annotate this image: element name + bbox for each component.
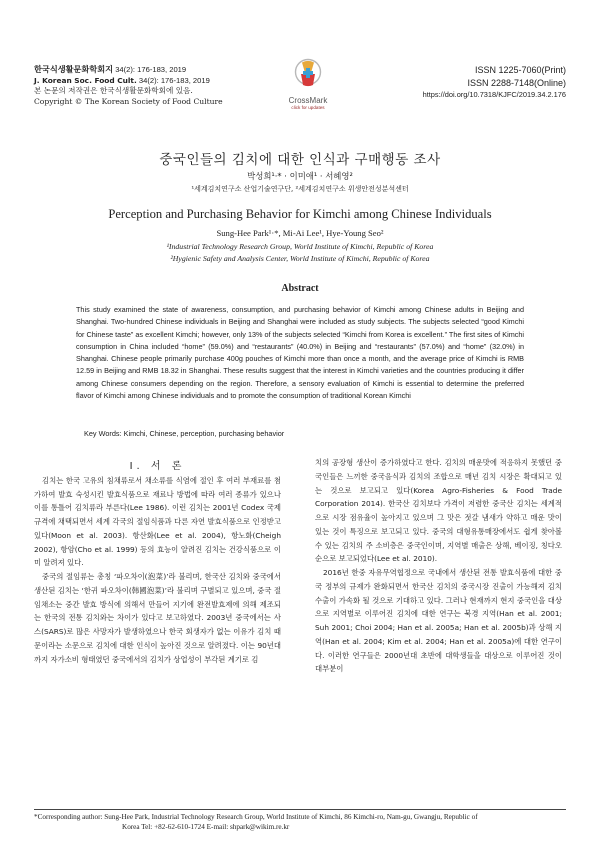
authors-english: Sung-Hee Park¹·*, Mi-Ai Lee¹, Hye-Young Seo² <box>216 228 384 238</box>
issn-print: ISSN 1225-7060(Print) <box>474 65 566 75</box>
footnote-line-1: *Corresponding author: Sung-Hee Park, Industrial Technology Research Group, World Institute of Kimchi, 86 Kimchi-ro, Nam-gu, Gwangju, Republic of <box>34 813 478 821</box>
journal-name-ko: 한국식생활문화학회지 <box>34 64 114 74</box>
crossmark-badge[interactable] <box>282 58 334 111</box>
issn-block <box>423 64 566 100</box>
title-korean: 중국인들의 김치에 대한 인식과 구매행동 조사 <box>159 152 441 168</box>
body-column-right <box>315 456 562 676</box>
affiliation-english-1: ¹Industrial Technology Research Group, World Institute of Kimchi, Republic of Korea <box>166 242 434 251</box>
crossmark-icon <box>293 58 323 92</box>
journal-header <box>34 64 223 107</box>
keywords: Key Words: Kimchi, Chinese, perception, purchasing behavior <box>84 429 285 438</box>
journal-name-en: J. Korean Soc. Food Cult. <box>34 75 137 85</box>
section-heading-introduction: I. 서 론 <box>129 461 186 472</box>
issn-online: ISSN 2288-7148(Online) <box>467 78 566 88</box>
abstract-text: This study examined the state of awareness, consumption, and purchasing behavior of Kimchi among Chinese adults in Beijing and Shanghai. Two-hundred Chinese individuals in Beijing and Shanghai were included as study subjects. The subjects selected “good Kimchi for Chinese taste” as excellent Kimchi; however, only 13% of the subjects selected “Kimchi from Korea is excellent.” The first sites of Kimchi consumption in China included “home” (59.0%) and “restaurants” (40.0%) in Beijing and “restaurants” (57.0%) and “home” (32.0%) in Shanghai. Chinese people primarily purchase 400g pouches of Kimchi more than once a month, and the average price of Kimchi is RMB 12.59 in Beijing and RMB 18.32 in Shanghai. These results suggest that the interest in Kimchi varieties and the countries producing it differ among Chinese consumers depending on the region. Therefore, a sensory evaluation of Kimchi is essential to determine the preferred flavor of Kimchi among Chinese individuals and to promote the consumption of traditional Korean Kimchi <box>76 305 524 400</box>
footnote-divider <box>34 809 566 810</box>
paragraph: 김치는 한국 고유의 침채류로서 채소류를 식염에 절인 후 여러 부재료를 첨가하여 발효 숙성시킨 발효식품으로 재료나 방법에 따라 여러 종류가 있으나 이를 통틀어 김치류라 부른다(Lee 1986). 이런 김치는 2001년 Codex 국제 규격에 채택되면서 세계 각국의 절임식품과 다른 자연 발효식품으로 인정받고 있다(Moon et al. 2003). 항산화(Lee et al. 2004), 항노화(Cheigh 2002), 항암(Cho et al. 1999) 등의 효능이 알려진 김치는 건강식품으로 이미 알려져 있다. <box>34 475 281 568</box>
body-column-left <box>34 460 281 666</box>
affiliation-english-2: ²Hygienic Safety and Analysis Center, World Institute of Kimchi, Republic of Korea <box>170 254 430 263</box>
copyright-note-ko: 본 논문의 저작권은 한국식생활문화학회에 있음. <box>34 86 193 96</box>
title-english: Perception and Purchasing Behavior for Kimchi among Chinese Individuals <box>108 207 492 221</box>
corresponding-author-footnote <box>34 812 566 832</box>
copyright-line: Copyright © The Korean Society of Food Culture <box>34 96 223 106</box>
journal-volume-en: 34(2): 176-183, 2019 <box>136 75 210 85</box>
journal-volume-ko: 34(2): 176-183, 2019 <box>113 65 187 74</box>
affiliations-korean: ¹세계김치연구소 산업기술연구단, ²세계김치연구소 위생안전성분석센터 <box>191 185 409 193</box>
crossmark-sub: click for updates <box>291 105 325 110</box>
paragraph: 치의 공장형 생산이 증가하였다고 한다. 김치의 매운맛에 적응하지 못했던 중국인들은 느끼한 중국음식과 김치의 조합으로 매년 김치 시장은 확대되고 있는 것으로 보고되고 있다(Korea Agro-Fisheries & Food Trade Corporation 2014). 한국산 김치보다 가격이 저렴한 중국산 김치는 세계적으로 시장 점유율이 높아지고 있으며 그 맛은 젓갈 냄새가 약하고 매운 맛이 있는 것이 특징으로 보고되고 있다. 중국의 대형유통매장에서도 쉽게 찾아볼 수 있는 김치의 주 소비층은 중국인이며, 지역별 매출은 상해, 베이징, 칭다오 순으로 보고되었다(Lee et al. 2010). <box>315 458 562 564</box>
authors-korean: 박성희¹·* · 이미애¹ · 서혜영² <box>247 171 353 181</box>
doi-link[interactable]: https://doi.org/10.7318/KJFC/2019.34.2.176 <box>422 90 566 99</box>
paragraph: 2016년 한중 자유무역협정으로 국내에서 생산된 전통 발효식품에 대한 중국 정부의 규제가 완화되면서 한국산 김치의 중국시장 진출이 가능해져 김치 수출이 가속화 될 것으로 기대하고 있다. 그러나 현재까지 현지 중국인을 대상으로 지역별로 이루어진 김치에 대한 연구는 북경 지역(Han et al. 2001; Suh 2001; Choi 2004; Han et al. 2005a; Han et al. 2005b)과 상해 지역(Han et al. 2004; Kim et al. 2004; Han et al. 2005a)에 대한 연구이다. 이러한 연구들은 2000년대 초반에 대학생들을 대상으로 이루어진 것이 대부분이 <box>315 568 562 674</box>
abstract-heading: Abstract <box>281 283 319 294</box>
crossmark-label: CrossMark <box>288 96 328 105</box>
paragraph: 중국의 절임류는 총칭 ‘파오차이(泡菜)’라 불리며, 한국산 김치와 중국에서 생산된 김치는 ‘한귀 파오차이(韩國泡菜)’라 불리며 구별되고 있으며, 중국 절임채소는 중간 발효 방식에 의해서 만들어 지기에 완전발효제에 의해 제조되는 한국의 전통 김치와는 차이가 있다고 보고하였다. 2003년 중국에서는 사스(SARS)로 많은 사망자가 발생하였으나 한국 회생자가 없는 이유가 김치 때문이라는 소문으로 김치에 대한 인식이 높아진 것으로 알려졌다. 이는 90년대까지 자가소비 형태였던 중국에서의 김치가 상업성이 부각된 계기로 김 <box>34 572 281 664</box>
footnote-line-2: Korea Tel: +82-62-610-1724 E-mail: shpark@wikim.re.kr <box>122 823 290 832</box>
